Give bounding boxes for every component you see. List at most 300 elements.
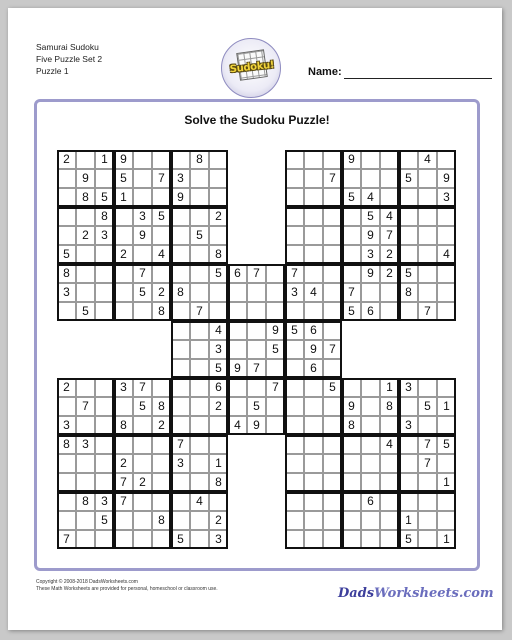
sudoku-cell[interactable]: [399, 492, 418, 511]
sudoku-cell[interactable]: [285, 473, 304, 492]
sudoku-cell[interactable]: [380, 511, 399, 530]
sudoku-cell: 7: [133, 264, 152, 283]
sudoku-cell: 7: [114, 492, 133, 511]
sudoku-cell[interactable]: [190, 340, 209, 359]
sudoku-cell[interactable]: [95, 454, 114, 473]
sudoku-cell[interactable]: [342, 473, 361, 492]
sudoku-cell: 4: [437, 245, 456, 264]
sudoku-cell[interactable]: [323, 473, 342, 492]
sudoku-cell[interactable]: [304, 397, 323, 416]
sudoku-cell[interactable]: [342, 245, 361, 264]
sudoku-cell[interactable]: [190, 454, 209, 473]
sudoku-cell[interactable]: [304, 150, 323, 169]
sudoku-cell[interactable]: [76, 473, 95, 492]
sudoku-cell[interactable]: [247, 340, 266, 359]
sudoku-cell[interactable]: [133, 302, 152, 321]
sudoku-cell[interactable]: [76, 264, 95, 283]
sudoku-cell[interactable]: [304, 416, 323, 435]
sudoku-cell[interactable]: [114, 302, 133, 321]
sudoku-cell[interactable]: [418, 492, 437, 511]
sudoku-cell[interactable]: [190, 169, 209, 188]
sudoku-cell[interactable]: [95, 245, 114, 264]
sudoku-cell[interactable]: [361, 169, 380, 188]
sudoku-cell[interactable]: [228, 340, 247, 359]
sudoku-cell[interactable]: [285, 169, 304, 188]
sudoku-cell[interactable]: [304, 530, 323, 549]
sudoku-cell: 7: [323, 340, 342, 359]
sudoku-cell[interactable]: [361, 150, 380, 169]
sudoku-cell[interactable]: [361, 473, 380, 492]
sudoku-cell[interactable]: [190, 283, 209, 302]
sudoku-cell[interactable]: [190, 435, 209, 454]
sudoku-cell: 5: [342, 302, 361, 321]
sudoku-cell: 7: [247, 359, 266, 378]
sudoku-cell[interactable]: [114, 264, 133, 283]
sudoku-cell[interactable]: [133, 454, 152, 473]
name-input-line[interactable]: [344, 78, 492, 79]
sudoku-cell[interactable]: [266, 397, 285, 416]
sudoku-cell: 4: [152, 245, 171, 264]
sudoku-cell[interactable]: [171, 492, 190, 511]
sudoku-cell[interactable]: [228, 283, 247, 302]
sudoku-cell[interactable]: [285, 492, 304, 511]
sudoku-cell: 9: [247, 416, 266, 435]
sudoku-cell[interactable]: [190, 207, 209, 226]
sudoku-cell[interactable]: [418, 264, 437, 283]
sudoku-cell[interactable]: [399, 245, 418, 264]
sudoku-cell[interactable]: [114, 435, 133, 454]
sudoku-cell[interactable]: [133, 435, 152, 454]
sudoku-cell[interactable]: [95, 264, 114, 283]
sudoku-cell[interactable]: [285, 226, 304, 245]
sudoku-cell[interactable]: [380, 150, 399, 169]
sudoku-cell: 5: [342, 188, 361, 207]
sudoku-cell[interactable]: [95, 416, 114, 435]
sudoku-cell[interactable]: [266, 302, 285, 321]
sudoku-cell[interactable]: [95, 397, 114, 416]
sudoku-cell[interactable]: [304, 511, 323, 530]
sudoku-cell[interactable]: [133, 169, 152, 188]
sudoku-cell[interactable]: [285, 397, 304, 416]
sudoku-cell: 5: [247, 397, 266, 416]
sudoku-cell[interactable]: [323, 359, 342, 378]
sudoku-cell[interactable]: [76, 416, 95, 435]
sudoku-cell: 9: [437, 169, 456, 188]
sudoku-cell: 5: [171, 530, 190, 549]
sudoku-cell[interactable]: [323, 492, 342, 511]
usage-note: These Math Worksheets are provided for personal, homeschool or classroom use.: [36, 586, 218, 592]
sudoku-cell[interactable]: [266, 283, 285, 302]
sudoku-cell[interactable]: [57, 492, 76, 511]
sudoku-cell: 7: [171, 435, 190, 454]
sudoku-cell[interactable]: [133, 245, 152, 264]
sudoku-cell[interactable]: [190, 473, 209, 492]
copyright-text: Copyright © 2008-2018 DadsWorksheets.com: [36, 579, 138, 585]
sudoku-cell[interactable]: [399, 302, 418, 321]
sudoku-cell[interactable]: [247, 321, 266, 340]
sudoku-cell: 7: [57, 530, 76, 549]
sudoku-cell[interactable]: [437, 454, 456, 473]
sudoku-cell[interactable]: [285, 150, 304, 169]
sudoku-cell[interactable]: [57, 397, 76, 416]
sudoku-cell[interactable]: [209, 492, 228, 511]
sudoku-cell[interactable]: [304, 492, 323, 511]
sudoku-cell[interactable]: [57, 302, 76, 321]
sudoku-cell[interactable]: [209, 435, 228, 454]
sudoku-cell[interactable]: [323, 397, 342, 416]
sudoku-cell[interactable]: [76, 454, 95, 473]
sudoku-cell[interactable]: [171, 378, 190, 397]
sudoku-cell[interactable]: [342, 454, 361, 473]
sudoku-cell[interactable]: [418, 226, 437, 245]
sudoku-cell[interactable]: [152, 264, 171, 283]
sudoku-cell[interactable]: [323, 302, 342, 321]
sudoku-cell: 3: [171, 454, 190, 473]
sudoku-cell: 2: [209, 207, 228, 226]
sudoku-cell[interactable]: [323, 511, 342, 530]
sudoku-cell[interactable]: [247, 302, 266, 321]
sudoku-cell[interactable]: [342, 169, 361, 188]
sudoku-cell[interactable]: [437, 416, 456, 435]
sudoku-cell[interactable]: [190, 416, 209, 435]
sudoku-cell[interactable]: [247, 378, 266, 397]
sudoku-cell[interactable]: [57, 169, 76, 188]
sudoku-cell[interactable]: [57, 207, 76, 226]
sudoku-cell[interactable]: [114, 283, 133, 302]
sudoku-cell[interactable]: [209, 188, 228, 207]
sudoku-cell[interactable]: [152, 454, 171, 473]
sudoku-cell: 6: [361, 492, 380, 511]
sudoku-cell[interactable]: [304, 226, 323, 245]
sudoku-cell[interactable]: [190, 530, 209, 549]
sudoku-cell[interactable]: [399, 188, 418, 207]
sudoku-cell[interactable]: [171, 226, 190, 245]
sudoku-cell[interactable]: [95, 435, 114, 454]
sudoku-cell[interactable]: [76, 245, 95, 264]
sudoku-cell[interactable]: [323, 226, 342, 245]
sudoku-cell[interactable]: [285, 207, 304, 226]
sudoku-cell[interactable]: [437, 492, 456, 511]
sudoku-cell[interactable]: [228, 321, 247, 340]
sudoku-cell[interactable]: [152, 435, 171, 454]
sudoku-cell[interactable]: [209, 416, 228, 435]
sudoku-cell[interactable]: [133, 530, 152, 549]
sudoku-cell[interactable]: [171, 321, 190, 340]
sudoku-cell[interactable]: [152, 530, 171, 549]
sudoku-cell[interactable]: [228, 302, 247, 321]
sudoku-cell[interactable]: [399, 397, 418, 416]
sudoku-cell: 2: [76, 226, 95, 245]
sudoku-cell[interactable]: [304, 169, 323, 188]
sudoku-cell[interactable]: [76, 511, 95, 530]
sudoku-cell[interactable]: [361, 397, 380, 416]
sudoku-cell[interactable]: [190, 188, 209, 207]
sudoku-cell[interactable]: [152, 473, 171, 492]
sudoku-cell[interactable]: [114, 530, 133, 549]
sudoku-cell[interactable]: [190, 359, 209, 378]
sudoku-cell[interactable]: [399, 207, 418, 226]
sudoku-cell: 2: [57, 378, 76, 397]
sudoku-cell[interactable]: [418, 416, 437, 435]
sudoku-cell[interactable]: [171, 359, 190, 378]
sudoku-cell[interactable]: [95, 283, 114, 302]
sudoku-cell[interactable]: [114, 397, 133, 416]
sudoku-cell[interactable]: [95, 530, 114, 549]
sudoku-cell[interactable]: [418, 530, 437, 549]
sudoku-cell[interactable]: [437, 207, 456, 226]
sudoku-cell[interactable]: [76, 530, 95, 549]
sudoku-cell[interactable]: [114, 226, 133, 245]
sudoku-cell[interactable]: [323, 207, 342, 226]
sudoku-cell[interactable]: [209, 226, 228, 245]
sudoku-cell[interactable]: [304, 473, 323, 492]
sudoku-cell[interactable]: [380, 302, 399, 321]
sudoku-cell: 1: [437, 397, 456, 416]
sudoku-cell: 7: [133, 378, 152, 397]
sudoku-cell[interactable]: [228, 397, 247, 416]
sudoku-cell[interactable]: [76, 207, 95, 226]
sudoku-cell[interactable]: [342, 264, 361, 283]
sudoku-cell[interactable]: [342, 435, 361, 454]
sudoku-cell[interactable]: [285, 378, 304, 397]
sudoku-cell: 1: [399, 511, 418, 530]
sudoku-cell[interactable]: [95, 473, 114, 492]
sudoku-cell: 6: [209, 378, 228, 397]
sudoku-cell[interactable]: [285, 530, 304, 549]
sudoku-cell: 2: [209, 511, 228, 530]
sudoku-cell[interactable]: [304, 378, 323, 397]
sudoku-cell[interactable]: [342, 226, 361, 245]
sudoku-cell[interactable]: [171, 397, 190, 416]
sudoku-cell: 7: [247, 264, 266, 283]
sudoku-cell: 5: [95, 511, 114, 530]
sudoku-cell[interactable]: [418, 207, 437, 226]
sudoku-cell[interactable]: [152, 226, 171, 245]
sudoku-cell[interactable]: [323, 188, 342, 207]
sudoku-cell[interactable]: [437, 302, 456, 321]
sudoku-cell[interactable]: [418, 188, 437, 207]
sudoku-cell[interactable]: [228, 378, 247, 397]
sudoku-cell[interactable]: [209, 169, 228, 188]
sudoku-cell[interactable]: [190, 378, 209, 397]
sudoku-cell[interactable]: [190, 321, 209, 340]
sudoku-cell: 9: [228, 359, 247, 378]
sudoku-cell[interactable]: [57, 511, 76, 530]
sudoku-cell[interactable]: [380, 169, 399, 188]
sudoku-cell: 3: [361, 245, 380, 264]
sudoku-cell[interactable]: [418, 169, 437, 188]
sudoku-cell[interactable]: [399, 454, 418, 473]
sudoku-cell[interactable]: [342, 492, 361, 511]
sudoku-cell: 5: [133, 283, 152, 302]
sudoku-cell[interactable]: [361, 454, 380, 473]
sudoku-cell[interactable]: [380, 454, 399, 473]
sudoku-cell[interactable]: [304, 207, 323, 226]
sudoku-cell[interactable]: [323, 435, 342, 454]
sudoku-cell: 3: [95, 226, 114, 245]
sudoku-cell[interactable]: [133, 188, 152, 207]
sudoku-cell[interactable]: [304, 188, 323, 207]
sudoku-cell[interactable]: [399, 435, 418, 454]
sudoku-cell: 9: [342, 150, 361, 169]
sudoku-cell[interactable]: [304, 435, 323, 454]
sudoku-cell[interactable]: [380, 530, 399, 549]
sudoku-cell[interactable]: [285, 340, 304, 359]
sudoku-cell[interactable]: [437, 150, 456, 169]
sudoku-cell[interactable]: [76, 150, 95, 169]
sudoku-cell[interactable]: [152, 378, 171, 397]
sudoku-cell[interactable]: [133, 150, 152, 169]
sudoku-cell: 7: [152, 169, 171, 188]
sudoku-cell[interactable]: [304, 302, 323, 321]
sudoku-cell: 5: [418, 397, 437, 416]
sudoku-cell[interactable]: [114, 511, 133, 530]
sudoku-cell: 5: [399, 169, 418, 188]
sudoku-cell[interactable]: [190, 511, 209, 530]
sudoku-cell[interactable]: [418, 378, 437, 397]
sudoku-cell[interactable]: [342, 511, 361, 530]
sudoku-cell[interactable]: [95, 302, 114, 321]
sudoku-cell[interactable]: [323, 283, 342, 302]
sudoku-cell[interactable]: [437, 511, 456, 530]
sudoku-cell[interactable]: [285, 435, 304, 454]
sudoku-cell: 9: [361, 226, 380, 245]
sudoku-cell[interactable]: [380, 416, 399, 435]
sudoku-cell[interactable]: [57, 473, 76, 492]
sudoku-cell[interactable]: [57, 188, 76, 207]
sudoku-cell[interactable]: [304, 245, 323, 264]
sudoku-cell[interactable]: [285, 416, 304, 435]
sudoku-cell: 5: [209, 359, 228, 378]
sudoku-cell[interactable]: [266, 416, 285, 435]
sudoku-cell[interactable]: [304, 264, 323, 283]
sudoku-cell[interactable]: [437, 264, 456, 283]
sudoku-cell[interactable]: [171, 207, 190, 226]
sudoku-cell: 5: [285, 321, 304, 340]
sudoku-cell[interactable]: [171, 150, 190, 169]
puzzle-number: Puzzle 1: [36, 66, 69, 76]
sudoku-cell[interactable]: [399, 473, 418, 492]
sudoku-cell[interactable]: [209, 302, 228, 321]
sudoku-cell: 4: [209, 321, 228, 340]
sudoku-cell[interactable]: [323, 321, 342, 340]
sudoku-cell[interactable]: [152, 188, 171, 207]
sudoku-cell[interactable]: [437, 226, 456, 245]
sudoku-cell[interactable]: [418, 511, 437, 530]
sudoku-cell[interactable]: [361, 530, 380, 549]
sudoku-cell[interactable]: [361, 416, 380, 435]
sudoku-cell[interactable]: [171, 302, 190, 321]
sudoku-cell[interactable]: [190, 245, 209, 264]
sudoku-cell[interactable]: [247, 283, 266, 302]
sudoku-cell[interactable]: [323, 264, 342, 283]
sudoku-cell[interactable]: [342, 207, 361, 226]
sudoku-cell[interactable]: [57, 454, 76, 473]
sudoku-cell[interactable]: [323, 454, 342, 473]
sudoku-cell[interactable]: [361, 435, 380, 454]
sudoku-cell: 5: [152, 207, 171, 226]
sudoku-cell[interactable]: [76, 378, 95, 397]
sudoku-cell[interactable]: [418, 473, 437, 492]
sudoku-cell: 9: [361, 264, 380, 283]
sudoku-cell[interactable]: [285, 245, 304, 264]
sudoku-cell[interactable]: [380, 188, 399, 207]
sudoku-cell[interactable]: [380, 283, 399, 302]
sudoku-cell[interactable]: [323, 530, 342, 549]
sudoku-cell[interactable]: [361, 378, 380, 397]
sudoku-cell[interactable]: [171, 340, 190, 359]
sudoku-cell: 4: [418, 150, 437, 169]
sudoku-cell[interactable]: [380, 473, 399, 492]
sudoku-cell[interactable]: [380, 492, 399, 511]
sudoku-cell[interactable]: [266, 359, 285, 378]
sudoku-cell[interactable]: [399, 226, 418, 245]
sudoku-cell[interactable]: [95, 378, 114, 397]
sudoku-cell[interactable]: [171, 245, 190, 264]
puzzle-panel: [34, 99, 480, 571]
sudoku-cell[interactable]: [95, 169, 114, 188]
sudoku-cell[interactable]: [133, 511, 152, 530]
sudoku-cell[interactable]: [57, 226, 76, 245]
sudoku-cell[interactable]: [285, 454, 304, 473]
sudoku-cell[interactable]: [304, 454, 323, 473]
sudoku-cell[interactable]: [171, 511, 190, 530]
sudoku-cell[interactable]: [190, 397, 209, 416]
sudoku-cell: 9: [76, 169, 95, 188]
sudoku-cell[interactable]: [437, 283, 456, 302]
sudoku-cell[interactable]: [171, 473, 190, 492]
sudoku-cell[interactable]: [418, 245, 437, 264]
sudoku-cell[interactable]: [209, 150, 228, 169]
sudoku-cell: 3: [57, 416, 76, 435]
sudoku-cell[interactable]: [152, 150, 171, 169]
sudoku-cell[interactable]: [285, 188, 304, 207]
sudoku-cell[interactable]: [285, 511, 304, 530]
sudoku-cell[interactable]: [190, 264, 209, 283]
sudoku-cell[interactable]: [418, 283, 437, 302]
sudoku-cell[interactable]: [399, 150, 418, 169]
sudoku-cell[interactable]: [323, 245, 342, 264]
sudoku-cell: 6: [304, 321, 323, 340]
sudoku-cell: 7: [342, 283, 361, 302]
sudoku-cell[interactable]: [323, 150, 342, 169]
sudoku-cell: 1: [114, 188, 133, 207]
sudoku-cell[interactable]: [171, 264, 190, 283]
sudoku-cell: 9: [304, 340, 323, 359]
sudoku-cell[interactable]: [285, 359, 304, 378]
sudoku-cell: 2: [57, 150, 76, 169]
sudoku-cell[interactable]: [342, 530, 361, 549]
sudoku-cell: 3: [399, 416, 418, 435]
sudoku-cell[interactable]: [323, 416, 342, 435]
sudoku-cell[interactable]: [152, 492, 171, 511]
sudoku-cell: 5: [133, 397, 152, 416]
sudoku-cell[interactable]: [285, 302, 304, 321]
sudoku-cell[interactable]: [114, 207, 133, 226]
sudoku-cell[interactable]: [209, 283, 228, 302]
sudoku-cell[interactable]: [342, 378, 361, 397]
sudoku-cell[interactable]: [361, 283, 380, 302]
sudoku-cell[interactable]: [437, 378, 456, 397]
sudoku-cell[interactable]: [76, 283, 95, 302]
sudoku-cell: 3: [209, 340, 228, 359]
sudoku-cell[interactable]: [266, 264, 285, 283]
sudoku-cell[interactable]: [133, 492, 152, 511]
sudoku-cell: 8: [171, 283, 190, 302]
sudoku-cell[interactable]: [361, 511, 380, 530]
sudoku-cell[interactable]: [171, 416, 190, 435]
sudoku-cell[interactable]: [133, 416, 152, 435]
